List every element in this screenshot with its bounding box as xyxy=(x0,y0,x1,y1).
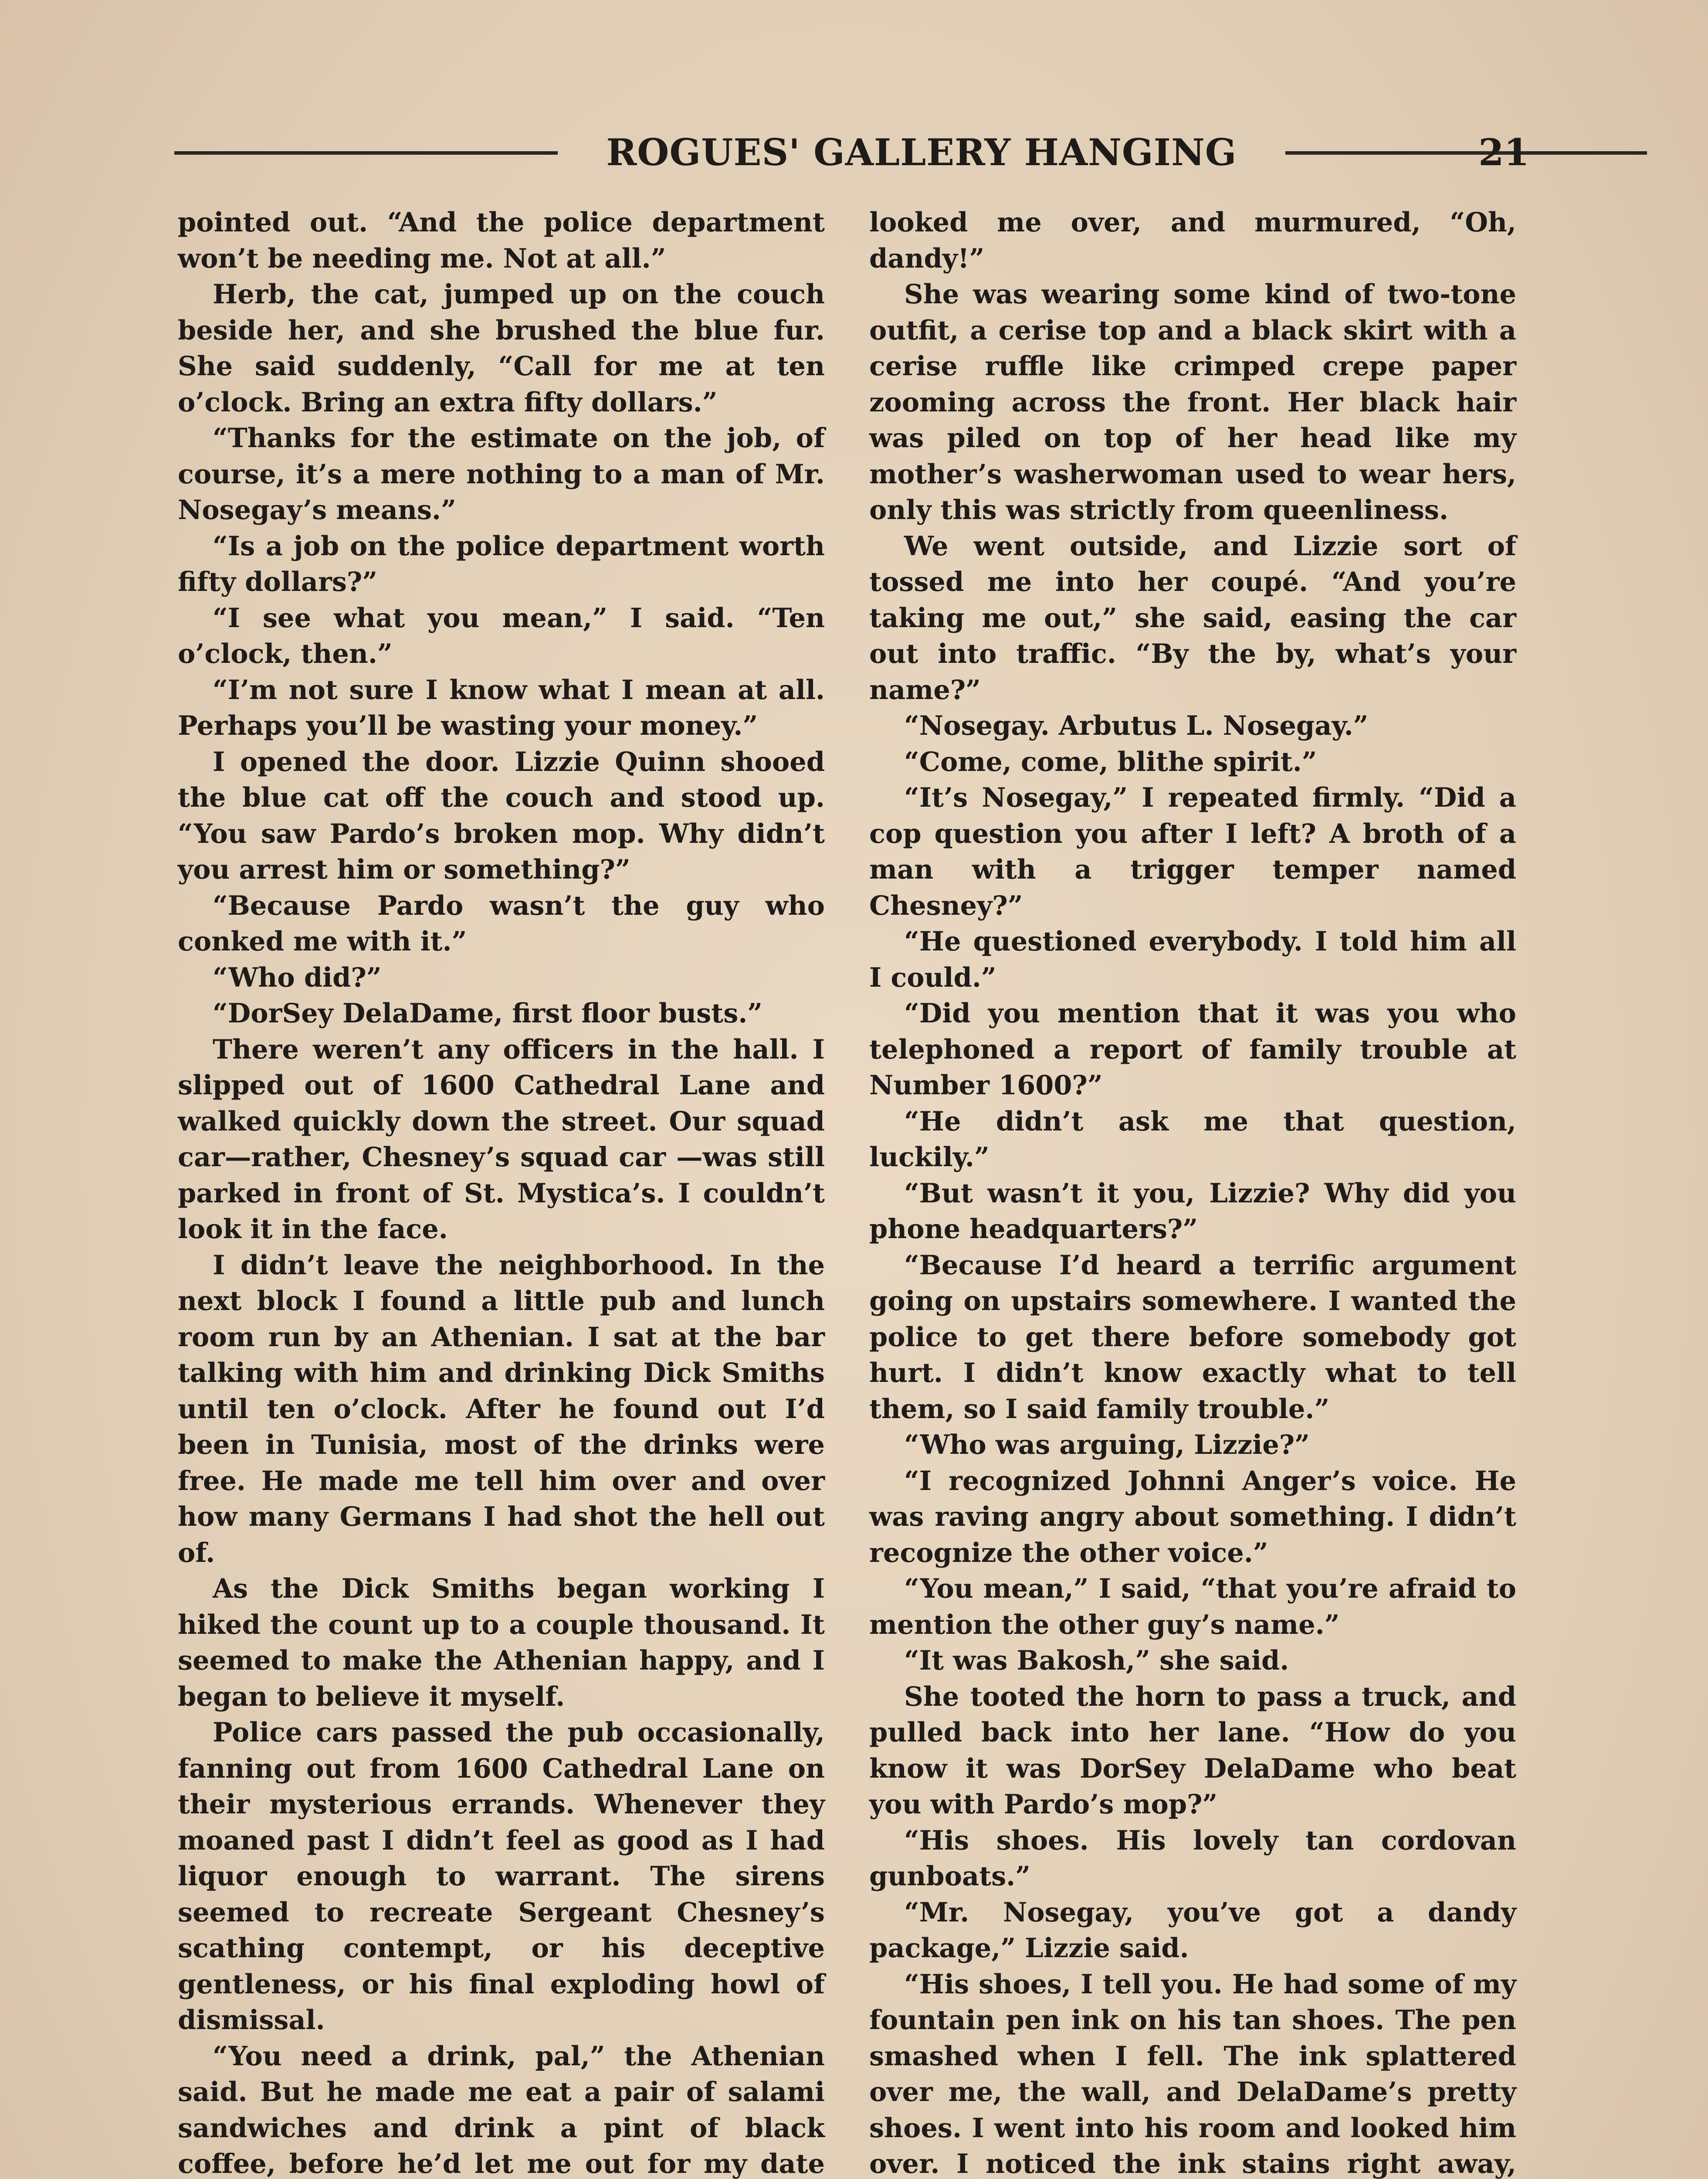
paragraph: “He didn’t ask me that question, luckily.” xyxy=(869,1106,1516,1173)
paragraph: As the Dick Smiths began working I hiked the count up to a couple thousand. It seemed to make the Athenian happy, and I began to believe it myself. xyxy=(178,1573,825,1712)
running-header xyxy=(174,124,1529,181)
paragraph: “Who did?” xyxy=(213,962,382,993)
paragraph: “It was Bakosh,” she said. xyxy=(904,1645,1289,1676)
paragraph: “I recognized Johnni Anger’s voice. He was raving angry about something. I didn’t recognize the other voice.” xyxy=(869,1465,1516,1568)
paragraph: “His shoes. His lovely tan cordovan gunboats.” xyxy=(869,1825,1516,1892)
paragraph: She was wearing some kind of two-tone outfit, a cerise top and a black skirt with a cerise ruffle like crimped crepe paper zooming across the front. Her black hair was piled on top of her head like my mother’s washerwoman used to wear hers, only this was strictly from queenliness. xyxy=(869,279,1516,526)
paragraph: looked me over, and murmured, “Oh, dandy!” xyxy=(869,207,1516,274)
paragraph: We went outside, and Lizzie sort of tossed me into her coupé. “And you’re taking me out,” she said, easing the car out into traffic. “By the by, what’s your name?” xyxy=(869,530,1516,706)
paragraph: There weren’t any officers in the hall. I slipped out of 1600 Cathedral Lane and walked quickly down the street. Our squad car—rather, Chesney’s squad car —was still parked in front of St. Mystica’s. I couldn’t look it in the face. xyxy=(178,1034,825,1245)
paragraph: “Because I’d heard a terrific argument going on upstairs somewhere. I wanted the police to get there before somebody got hurt. I didn’t know exactly what to tell them, so I said family trouble.” xyxy=(869,1249,1516,1425)
paragraph: “Thanks for the estimate on the job, of course, it’s a mere nothing to a man of Mr. Nosegay’s means.” xyxy=(178,423,825,526)
paragraph: “Mr. Nosegay, you’ve got a dandy package,” Lizzie said. xyxy=(869,1897,1516,1964)
paragraph: “Who was arguing, Lizzie?” xyxy=(904,1429,1310,1460)
paragraph: “DorSey DelaDame, first floor busts.” xyxy=(213,998,763,1029)
running-title: ROGUES' GALLERY HANGING xyxy=(606,131,1237,174)
left-text-column xyxy=(178,205,825,2179)
paragraph: “I see what you mean,” I said. “Ten o’clock, then.” xyxy=(178,602,825,669)
paragraph: “Come, come, blithe spirit.” xyxy=(904,746,1317,777)
paragraph: Herb, the cat, jumped up on the couch beside her, and she brushed the blue fur. She said suddenly, “Call for me at ten o’clock. Bring an extra fifty dollars.” xyxy=(178,279,825,418)
paragraph: “But wasn’t it you, Lizzie? Why did you phone headquarters?” xyxy=(869,1178,1516,1245)
paragraph: “Is a job on the police department worth fifty dollars?” xyxy=(178,530,825,597)
right-text-column xyxy=(869,205,1516,2179)
paragraph: “Did you mention that it was you who telephoned a report of family trouble at Number 1600?” xyxy=(869,998,1516,1101)
paragraph: “I’m not sure I know what I mean at all. Perhaps you’ll be wasting your money.” xyxy=(178,674,825,741)
paragraph: Police cars passed the pub occasionally, fanning out from 1600 Cathedral Lane on their mysterious errands. Whenever they moaned past I didn’t feel as good as I had liquor enough to warrant. The sirens seemed to recreate Sergeant Chesney’s scathing contempt, or his deceptive gentleness, or his final exploding howl of dismissal. xyxy=(178,1717,825,2036)
header-rule-right xyxy=(1285,151,1647,155)
paragraph: I didn’t leave the neighborhood. In the next block I found a little pub and lunch room run by an Athenian. I sat at the bar talking with him and drinking Dick Smiths until ten o’clock. After he found out I’d been in Tunisia, most of the drinks were free. He made me tell him over and over how many Germans I had shot the hell out of. xyxy=(178,1249,825,1568)
paragraph: “It’s Nosegay,” I repeated firmly. “Did a cop question you after I left? A broth of a man with a trigger temper named Chesney?” xyxy=(869,782,1516,921)
header-rule-left xyxy=(174,151,558,155)
paragraph: “You need a drink, pal,” the Athenian said. But he made me eat a pair of salami sandwiches and drink a pint of black coffee, before he’d let me out for my date xyxy=(178,2040,825,2179)
paragraph: pointed out. “And the police department won’t be needing me. Not at all.” xyxy=(178,207,825,274)
paragraph: “Nosegay. Arbutus L. Nosegay.” xyxy=(904,710,1369,741)
page-number: 21 xyxy=(1478,131,1529,174)
paragraph: She tooted the horn to pass a truck, and pulled back into her lane. “How do you know it was DorSey DelaDame who beat you with Pardo’s mop?” xyxy=(869,1681,1516,1820)
paragraph: “Because Pardo wasn’t the guy who conked me with it.” xyxy=(178,890,825,957)
paragraph: “You mean,” I said, “that you’re afraid to mention the other guy’s name.” xyxy=(869,1573,1516,1640)
paragraph: I opened the door. Lizzie Quinn shooed the blue cat off the couch and stood up. “You saw Pardo’s broken mop. Why didn’t you arrest him or something?” xyxy=(178,746,825,885)
paragraph: “He questioned everybody. I told him all I could.” xyxy=(869,926,1516,993)
paragraph: “His shoes, I tell you. He had some of my fountain pen ink on his tan shoes. The pen smashed when I fell. The ink splattered over me, the wall, and DelaDame’s pretty shoes. I went into his room and looked him over. I noticed the ink stains right away, xyxy=(869,1969,1516,2179)
